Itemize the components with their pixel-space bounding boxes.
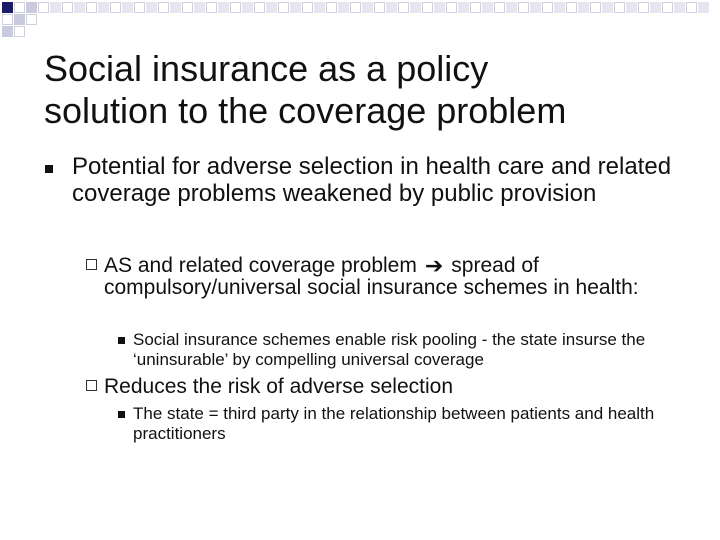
deco-square-icon — [554, 2, 565, 13]
deco-square-icon — [158, 2, 169, 13]
deco-square-icon — [650, 2, 661, 13]
deco-square-icon — [50, 2, 61, 13]
deco-square-icon — [590, 2, 601, 13]
deco-square-icon — [26, 14, 37, 25]
deco-square-icon — [602, 2, 613, 13]
sub-bullet-text-1-part1: AS and related coverage problem — [104, 254, 417, 277]
filled-square-icon — [118, 337, 125, 344]
deco-square-icon — [194, 2, 205, 13]
deco-square-icon — [170, 2, 181, 13]
deco-square-icon — [566, 2, 577, 13]
deco-square-icon — [482, 2, 493, 13]
deco-square-icon — [530, 2, 541, 13]
filled-square-icon — [118, 411, 125, 418]
deco-square-icon — [122, 2, 133, 13]
deco-square-icon — [626, 2, 637, 13]
deco-square-icon — [230, 2, 241, 13]
deco-square-icon — [2, 26, 13, 37]
title-line-2: solution to the coverage problem — [44, 90, 567, 131]
deco-square-icon — [398, 2, 409, 13]
sub-sub-bullet-text-2: The state = third party in the relationship between patients and health practitioners — [133, 404, 655, 443]
deco-square-icon — [314, 2, 325, 13]
deco-square-icon — [350, 2, 361, 13]
deco-square-icon — [62, 2, 73, 13]
deco-square-icon — [74, 2, 85, 13]
deco-square-icon — [338, 2, 349, 13]
sub-bullet-text-2: Reduces the risk of adverse selection — [104, 375, 454, 398]
deco-square-icon — [134, 2, 145, 13]
slide-title — [44, 48, 684, 132]
deco-square-icon — [218, 2, 229, 13]
deco-square-icon — [266, 2, 277, 13]
deco-square-icon — [254, 2, 265, 13]
deco-square-icon — [446, 2, 457, 13]
hollow-square-icon — [86, 380, 97, 391]
deco-square-icon — [686, 2, 697, 13]
deco-square-icon — [410, 2, 421, 13]
deco-square-icon — [146, 2, 157, 13]
deco-square-icon — [674, 2, 685, 13]
deco-square-icon — [326, 2, 337, 13]
deco-square-icon — [362, 2, 373, 13]
deco-square-icon — [578, 2, 589, 13]
deco-square-icon — [518, 2, 529, 13]
deco-square-icon — [542, 2, 553, 13]
deco-square-icon — [14, 2, 25, 13]
deco-square-icon — [38, 2, 49, 13]
deco-square-icon — [86, 2, 97, 13]
title-line-1: Social insurance as a policy — [44, 48, 489, 89]
sub-bullet-text-1-part2: spread of compulsory/universal social insurance schemes in health: — [104, 254, 639, 299]
arrow-right-icon: ➔ — [424, 253, 444, 278]
bullet-text-1: Potential for adverse selection in health care and related coverage problems weakened by public provision — [72, 153, 672, 207]
deco-square-icon — [290, 2, 301, 13]
deco-square-icon — [98, 2, 109, 13]
deco-square-icon — [2, 2, 13, 13]
sub-bullet-text-1 — [104, 255, 664, 299]
deco-square-icon — [374, 2, 385, 13]
deco-square-icon — [434, 2, 445, 13]
sub-sub-bullet-text-1: Social insurance schemes enable risk pooling - the state insurse the ‘uninsurable’ by compelling universal coverage — [133, 330, 646, 369]
deco-square-icon — [278, 2, 289, 13]
deco-square-icon — [14, 26, 25, 37]
deco-square-icon — [14, 14, 25, 25]
deco-square-icon — [698, 2, 709, 13]
deco-square-icon — [2, 14, 13, 25]
deco-square-icon — [110, 2, 121, 13]
deco-square-icon — [506, 2, 517, 13]
deco-square-icon — [26, 2, 37, 13]
deco-square-icon — [614, 2, 625, 13]
deco-square-icon — [422, 2, 433, 13]
decorative-squares — [0, 0, 720, 40]
deco-square-icon — [470, 2, 481, 13]
deco-square-icon — [386, 2, 397, 13]
deco-square-icon — [242, 2, 253, 13]
deco-square-icon — [638, 2, 649, 13]
deco-square-icon — [206, 2, 217, 13]
deco-square-icon — [662, 2, 673, 13]
deco-square-icon — [458, 2, 469, 13]
deco-square-icon — [302, 2, 313, 13]
filled-square-icon — [45, 165, 53, 173]
deco-square-icon — [182, 2, 193, 13]
deco-square-icon — [494, 2, 505, 13]
hollow-square-icon — [86, 259, 97, 270]
